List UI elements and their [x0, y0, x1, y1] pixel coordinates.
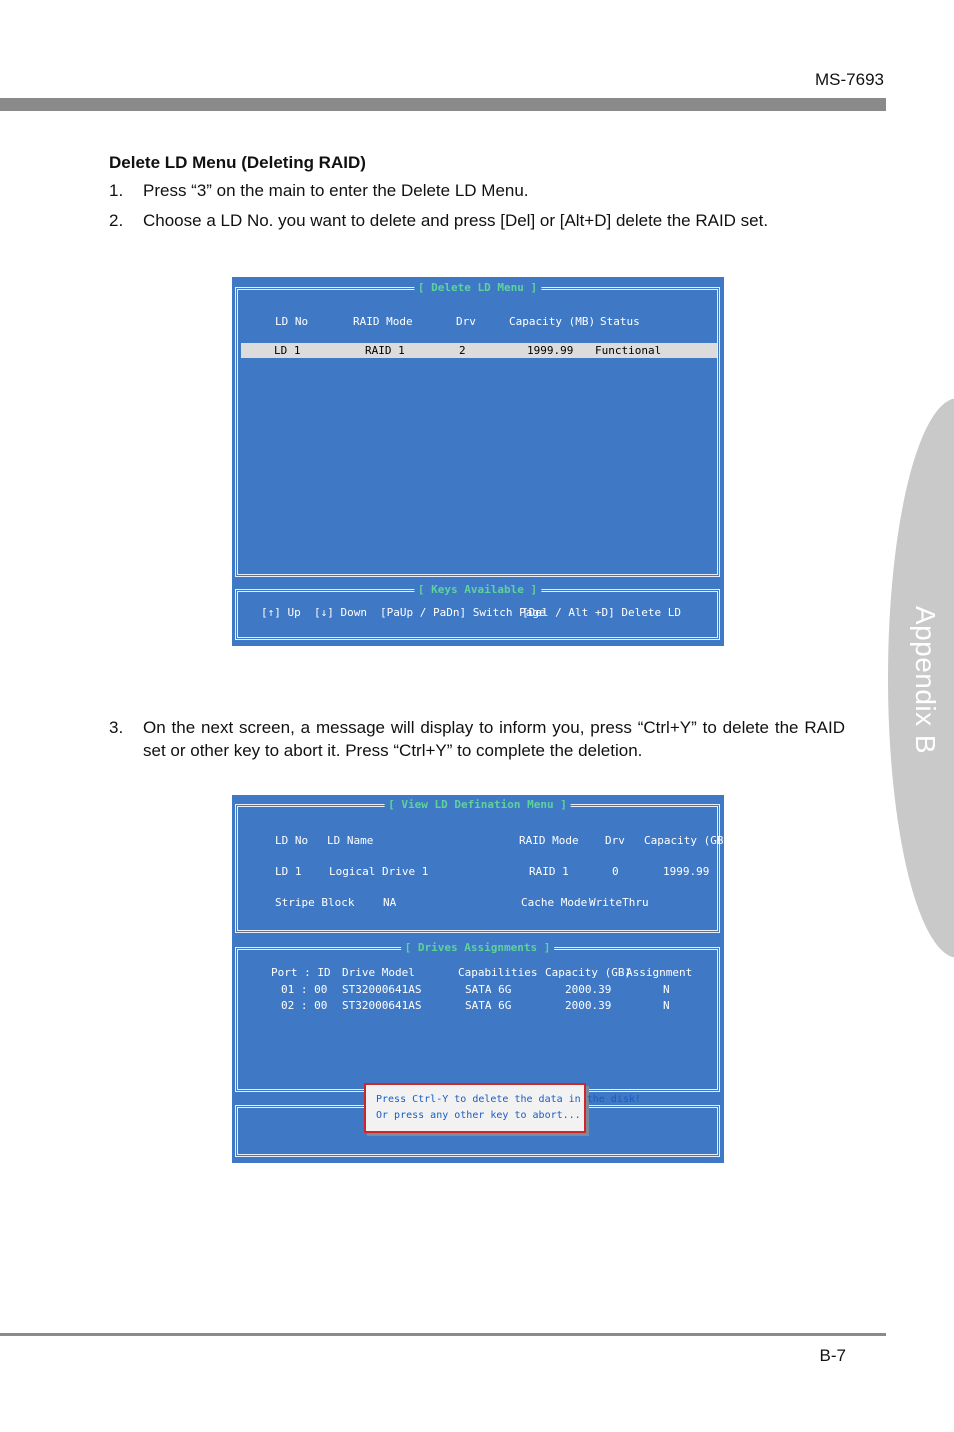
drive-2-capacity: 2000.39: [565, 999, 612, 1012]
cache-mode-label: Cache Mode: [521, 896, 588, 909]
key-down: [↓] Down: [314, 606, 367, 619]
drive-2-port: 02 : 00: [281, 999, 328, 1012]
drives-title: [ Drives Assignments ]: [401, 941, 555, 955]
row-status: Functional: [595, 344, 662, 357]
drive-1-assignment: N: [663, 983, 670, 996]
step-text: Choose a LD No. you want to delete and press [Del] or [Alt+D] delete the RAID set.: [143, 211, 769, 230]
step-3: [109, 716, 845, 762]
dialog-line-1: Press Ctrl-Y to delete the data in the disk!: [376, 1094, 641, 1105]
key-delete-ld: [Del / Alt +D] Delete LD: [522, 606, 681, 619]
hdr-drv: Drv: [605, 834, 625, 847]
drive-2-model: ST32000641AS: [342, 999, 422, 1012]
dialog-line-2: Or press any other key to abort...: [376, 1110, 581, 1121]
cache-mode-value: WriteThru: [589, 896, 649, 909]
col-capabilities: Capabilities: [458, 966, 538, 979]
drive-1-capacity: 2000.39: [565, 983, 612, 996]
row-ld-no: LD 1: [274, 344, 301, 357]
drive-1-capabilities: SATA 6G: [465, 983, 512, 996]
drv-value: 0: [612, 865, 619, 878]
screen-title: [ View LD Defination Menu ]: [384, 798, 571, 812]
col-drv: Drv: [456, 315, 476, 328]
key-switch-page: [PaUp / PaDn] Switch Page: [380, 606, 546, 619]
model-number: MS-7693: [815, 70, 884, 89]
drives-frame: [235, 941, 720, 1092]
step-number: 3.: [109, 718, 124, 737]
stripe-block-value: NA: [383, 896, 397, 909]
drive-2-assignment: N: [663, 999, 670, 1012]
col-capacity: Capacity (GB): [545, 966, 632, 979]
ld-list-frame: [235, 281, 720, 577]
col-ld-no: LD No: [275, 315, 309, 328]
step-number: 2.: [109, 211, 124, 230]
hdr-ld-name: LD Name: [327, 834, 374, 847]
step-text: On the next screen, a message will display to inform you, press “Ctrl+Y” to delete the RAID set or other key to abort it. Press “Ctrl+Y” to complete the deletion.: [143, 718, 845, 760]
drive-2-capabilities: SATA 6G: [465, 999, 512, 1012]
ld-name-value: Logical Drive 1: [329, 865, 429, 878]
keys-frame: [235, 583, 720, 640]
appendix-tab-label: Appendix B: [910, 605, 941, 755]
row-capacity: 1999.99: [527, 344, 574, 357]
hdr-raid-mode: RAID Mode: [519, 834, 579, 847]
ld-no-value: LD 1: [275, 865, 302, 878]
keys-title: [ Keys Available ]: [414, 583, 541, 597]
raid-mode-value: RAID 1: [529, 865, 569, 878]
capacity-value: 1999.99: [663, 865, 710, 878]
row-drv: 2: [459, 344, 466, 357]
top-rule: [0, 98, 886, 111]
step-number: 1.: [109, 181, 124, 200]
step-1: [109, 179, 845, 202]
row-raid-mode: RAID 1: [365, 344, 405, 357]
col-capacity: Capacity (MB): [509, 315, 596, 328]
hdr-ld-no: LD No: [275, 834, 309, 847]
delete-ld-screen: [232, 277, 724, 646]
hdr-capacity: Capacity (GB): [644, 834, 731, 847]
screen-title: [ Delete LD Menu ]: [414, 281, 541, 295]
stripe-block-label: Stripe Block: [275, 896, 355, 909]
col-status: Status: [600, 315, 640, 328]
bottom-rule: [0, 1333, 886, 1336]
drive-1-port: 01 : 00: [281, 983, 328, 996]
drive-1-model: ST32000641AS: [342, 983, 422, 996]
section-heading: Delete LD Menu (Deleting RAID): [109, 153, 366, 172]
col-assignment: Assignment: [626, 966, 693, 979]
view-ld-screen: [232, 795, 731, 1163]
step-2: [109, 209, 845, 232]
step-text: Press “3” on the main to enter the Delete LD Menu.: [143, 181, 529, 200]
page-number: B-7: [819, 1346, 846, 1365]
confirm-delete-dialog[interactable]: [364, 1083, 641, 1133]
col-drive-model: Drive Model: [342, 966, 415, 979]
col-raid-mode: RAID Mode: [353, 315, 413, 328]
col-port-id: Port : ID: [271, 966, 331, 979]
ld-definition-frame: [235, 798, 731, 933]
ld-row-selected[interactable]: [241, 343, 717, 358]
key-up: [↑] Up: [261, 606, 301, 619]
